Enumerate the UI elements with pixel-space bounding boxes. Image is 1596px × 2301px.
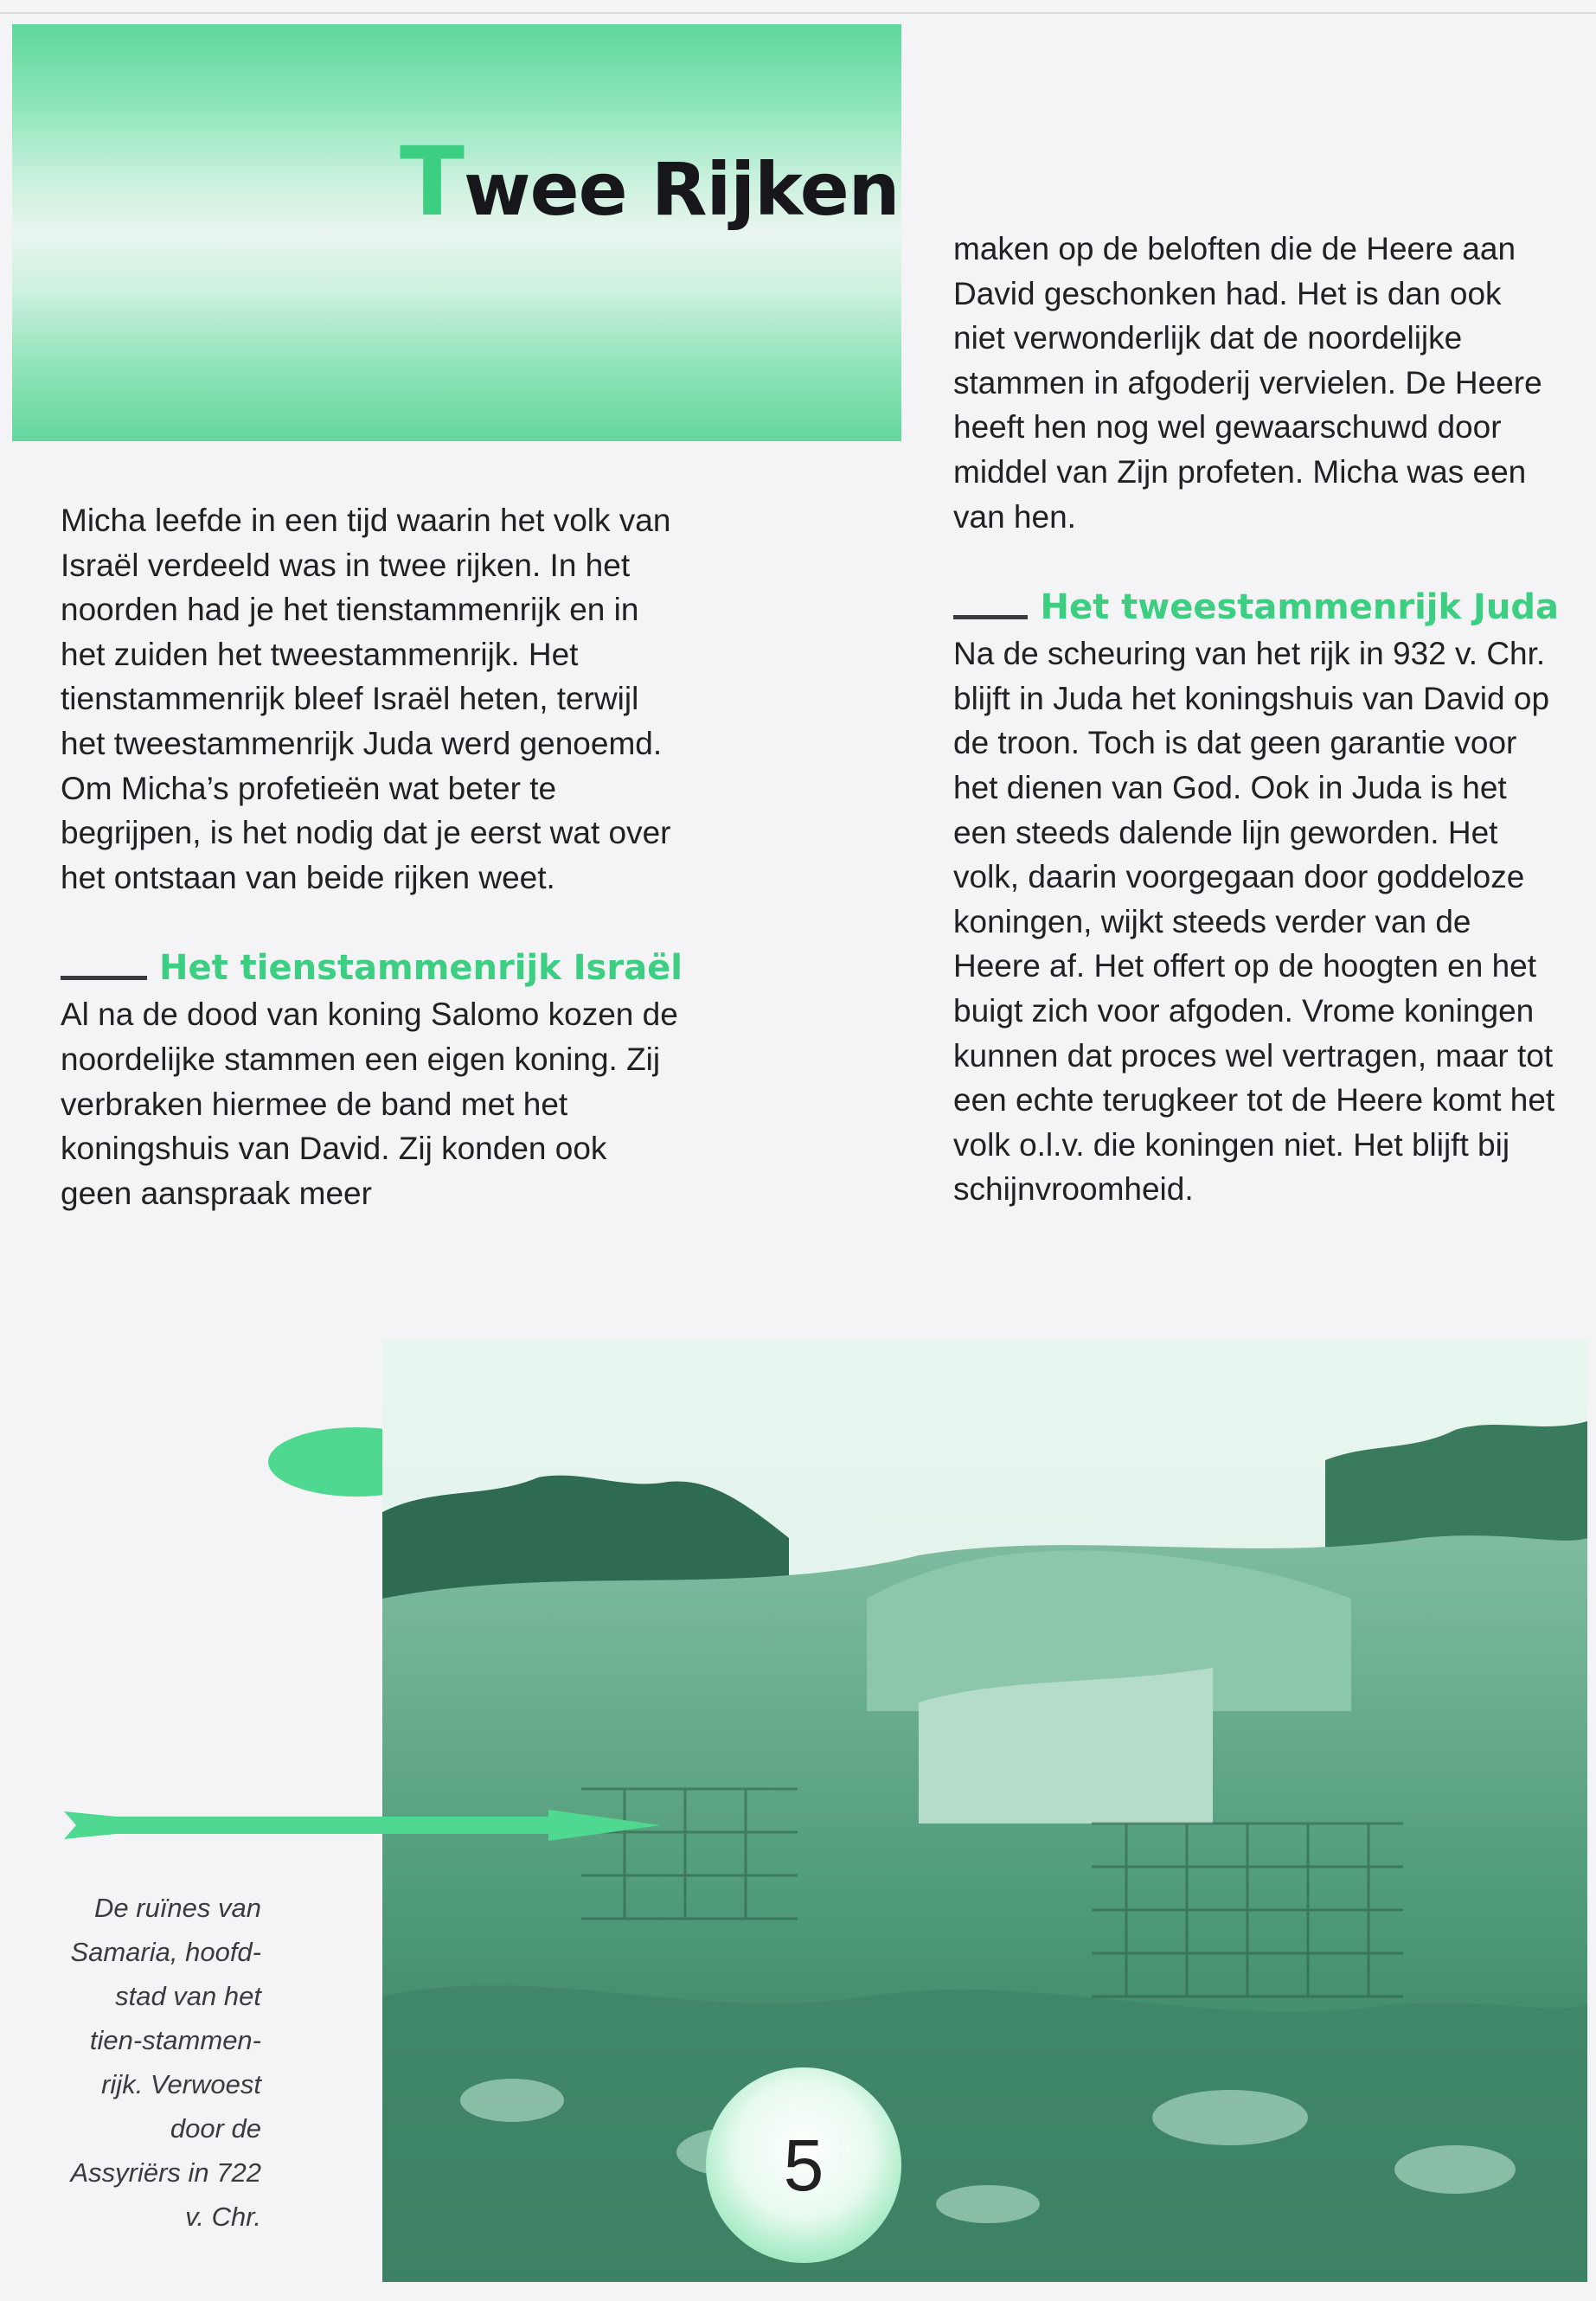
caption-line: door de xyxy=(170,2113,261,2144)
juda-paragraph: Na de scheuring van het rijk in 932 v. Chr. blijft in Juda het koningshuis van David op de troon. Toch is dat geen garantie voor het dienen van God. Ook in Juda is het een steeds dalende lijn geworden. Het volk, daarin voorgegaan door goddeloze koningen, wijkt steeds verder van de Heere af. Het offert op de hoogten en het buigt zich voor afgoden. Vrome koningen kunnen dat proces wel vertragen, maar tot een echte terugkeer tot de Heere komt het volk o.l.v. die koningen niet. Het blijft bij schijnvroomheid. xyxy=(953,636,1555,1208)
intro-paragraph-2: Om Micha’s profetieën wat beter te begrijpen, is het nodig dat je eerst wat over het ontstaan van beide rijken weet. xyxy=(61,770,671,895)
subheading-juda-text: Het tweestammenrijk Juda xyxy=(1040,587,1559,628)
page-title xyxy=(400,126,899,237)
page-edge xyxy=(0,12,1596,14)
right-column xyxy=(953,227,1559,1212)
caption-line: v. Chr. xyxy=(185,2202,261,2232)
caption-line: rijk. Verwoest xyxy=(101,2069,261,2099)
caption-line: Assyriërs in 722 xyxy=(70,2157,261,2188)
subheading-rule xyxy=(953,615,1028,619)
photo-caption xyxy=(35,1886,261,2239)
caption-line: stad van het xyxy=(115,1981,261,2011)
caption-line: tien-stammen- xyxy=(89,2025,261,2055)
subheading-israel xyxy=(61,944,683,992)
continuation-paragraph: maken op de beloften die de Heere aan David geschonken had. Het is dan ook niet verwonderlijk dat de noordelijke stammen in afgoderij vervielen. De Heere heeft hen nog wel gewaarschuwd door middel van Zijn profeten. Micha was een van hen. xyxy=(953,231,1542,535)
arrow-icon xyxy=(64,1808,661,1843)
left-column xyxy=(61,498,683,1215)
page-number: 5 xyxy=(706,2067,901,2263)
title-banner xyxy=(12,24,901,441)
subheading-israel-text: Het tienstammenrijk Israël xyxy=(159,948,683,989)
subheading-juda xyxy=(953,583,1559,631)
title-initial: T xyxy=(400,126,465,237)
caption-line: De ruïnes van xyxy=(94,1893,261,1923)
title-rest: wee Rijken xyxy=(464,147,900,232)
intro-paragraph: Micha leefde in een tijd waarin het volk van Israël verdeeld was in twee rijken. In het noorden had je het tienstammenrijk en in het zuiden het tweestammenrijk. Het tienstammenrijk bleef Israël heten, terwijl het tweestammenrijk Juda werd genoemd. xyxy=(61,503,671,761)
subheading-rule xyxy=(61,976,147,980)
caption-line: Samaria, hoofd- xyxy=(70,1937,261,1967)
israel-paragraph: Al na de dood van koning Salomo kozen de noordelijke stammen een eigen koning. Zij verbraken hiermee de band met het koningshuis van David. Zij konden ook geen aanspraak meer xyxy=(61,997,678,1211)
